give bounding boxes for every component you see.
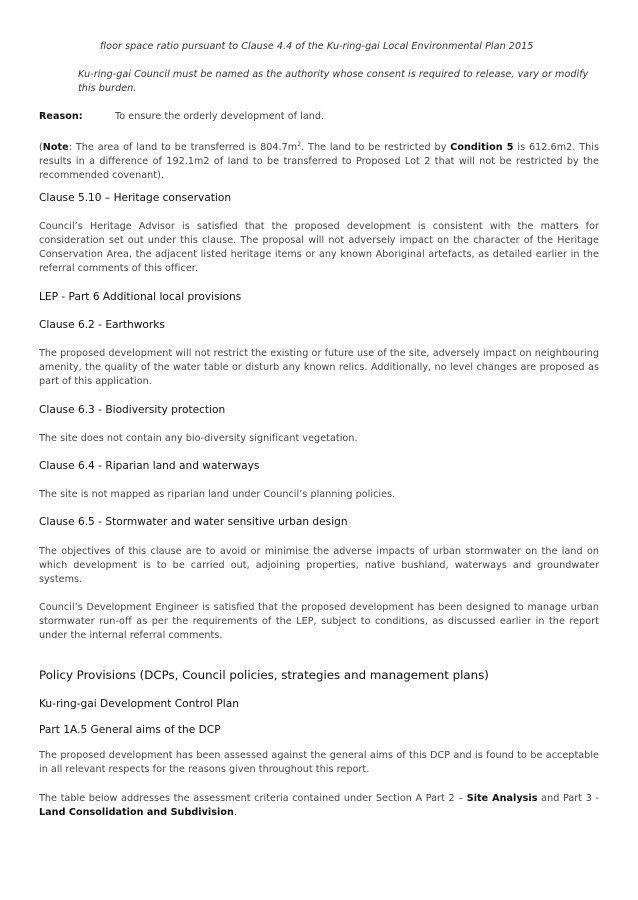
paragraph-clause-6-4: The site is not mapped as riparian land under Council’s planning policies. bbox=[39, 489, 396, 500]
italic-line-fsr: floor space ratio pursuant to Clause 4.4 of the Ku-ring-gai Local Environmental Plan 2015 bbox=[100, 41, 534, 52]
heading-kuringgai-dcp: Ku-ring-gai Development Control Plan bbox=[39, 698, 239, 710]
italic-paragraph-authority: Ku-ring-gai Council must be named as the authority whose consent is required to release, vary or modify this burden. bbox=[78, 69, 589, 94]
heading-clause-5-10: Clause 5.10 – Heritage conservation bbox=[39, 192, 232, 204]
condition-5-label: Condition 5 bbox=[450, 142, 514, 154]
heading-clause-6-2: Clause 6.2 - Earthworks bbox=[39, 319, 165, 331]
paragraph-part-1a5: The proposed development has been assessed against the general aims of this DCP and is found to be acceptable in all relevant respects for the reasons given throughout this report. bbox=[39, 750, 599, 775]
heading-clause-6-4: Clause 6.4 - Riparian land and waterways bbox=[39, 460, 260, 472]
site-analysis-label: Site Analysis bbox=[466, 793, 538, 804]
heading-part-1a5: Part 1A.5 General aims of the DCP bbox=[39, 724, 221, 736]
paragraph-clause-6-3: The site does not contain any bio-diversity significant vegetation. bbox=[39, 433, 358, 444]
paragraph-clause-6-2: The proposed development will not restrict the existing or future use of the site, adversely impact on neighbouring amenity, the quality of the water table or disturb any known relics. Additionally, no level changes are proposed as part of this application. bbox=[39, 348, 599, 387]
paragraph-clause-6-5-objectives: The objectives of this clause are to avoid or minimise the adverse impacts of urban stormwater on the land on which development is to be carried out, adjoining properties, native bushland, waterways and groundwater systems. bbox=[39, 546, 599, 585]
note-paragraph: (Note: The area of land to be transferred is $804.7m^2$. The land to be restricted by Condition 5 is 612.6m2. This results in a difference of 192.1m2 of land to be transferred to Proposed Lot 2 that will not be restricted by the recommended covenant). bbox=[39, 141, 600, 182]
note-label: Note bbox=[42, 142, 69, 154]
land-consolidation-label: Land Consolidation and Subdivision bbox=[39, 807, 234, 818]
heading-clause-6-3: Clause 6.3 - Biodiversity protection bbox=[39, 404, 226, 416]
heading-clause-6-5: Clause 6.5 - Stormwater and water sensitive urban design bbox=[39, 516, 348, 528]
heading-policy-provisions: Policy Provisions (DCPs, Council policies, strategies and management plans) bbox=[39, 668, 489, 682]
reason-line bbox=[39, 110, 599, 124]
paragraph-table-intro: The table below addresses the assessment criteria contained under Section A Part 2 – Site Analysis and Part 3 - Land Consolidation and Subdivision. bbox=[39, 793, 599, 818]
reason-text: To ensure the orderly development of land. bbox=[115, 111, 325, 122]
heading-lep-part-6: LEP - Part 6 Additional local provisions bbox=[39, 291, 242, 303]
paragraph-clause-6-5-engineer: Council’s Development Engineer is satisfied that the proposed development has been designed to manage urban stormwater run-off as per the requirements of the LEP, subject to conditions, as discussed earlier in the report under the internal referral comments. bbox=[39, 602, 599, 641]
reason-label: Reason: bbox=[39, 111, 83, 122]
paragraph-clause-5-10: Council’s Heritage Advisor is satisfied that the proposed development is consistent with the matters for consideration set out under this clause. The proposal will not adversely impact on the character of the Heritage Conservation Area, the adjacent listed heritage items or any known Aboriginal artefacts, as detailed earlier in the referral comments of this officer. bbox=[39, 221, 599, 274]
